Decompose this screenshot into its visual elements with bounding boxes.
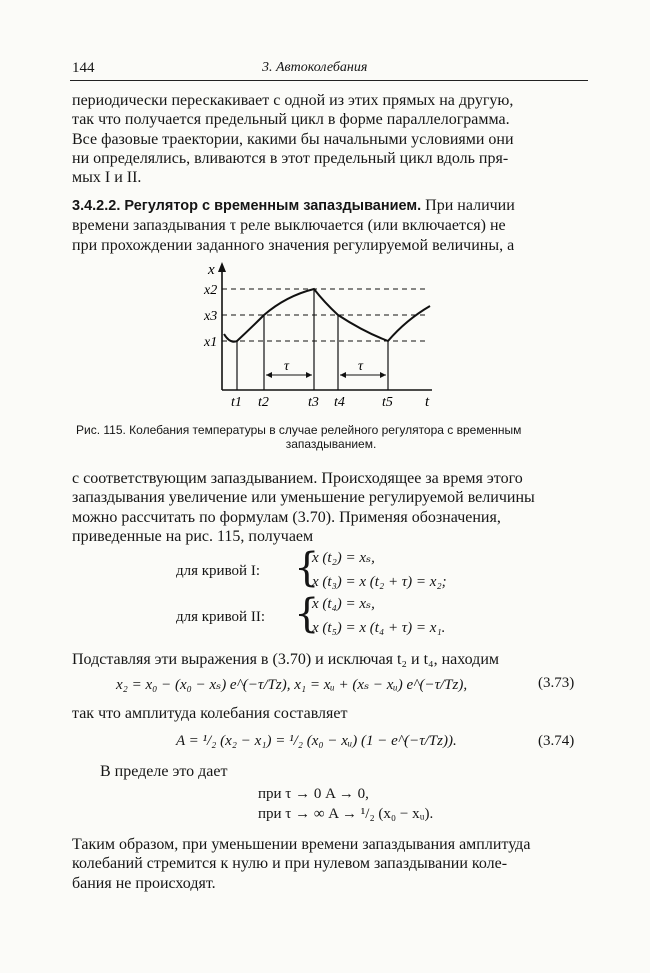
tau-label-2: τ (358, 359, 364, 374)
curve-1-eq-a: x (t₂) = xₛ, (312, 550, 375, 566)
text-line: так что получается предельный цикл в форме параллелограмма. (72, 111, 510, 129)
arrow-head (266, 372, 272, 378)
paragraph-3 (72, 650, 588, 669)
x-tick-t2: t2 (258, 395, 269, 410)
curve-1-label: для кривой I: (176, 563, 261, 579)
y-tick-x1: x1 (204, 335, 218, 350)
x-tick-t3: t3 (308, 395, 319, 410)
x-tick-t1: t1 (231, 395, 242, 410)
text-line: запаздывания увеличение или уменьшение регулируемой величины (72, 489, 535, 507)
text-line: бания не происходят. (72, 874, 216, 892)
curve-2-eq-b: x (t₅) = x (t₄ + τ) = x₁. (312, 620, 446, 636)
brace-2: { (294, 591, 320, 637)
text-line: можно рассчитать по формулам (3.70). Применяя обозначения, (72, 508, 501, 526)
equation-number: (3.73) (538, 675, 575, 691)
text-line: колебаний стремится к нулю и при нулевом запаздывании коле- (72, 855, 508, 873)
text-line: В пределе это дает (100, 763, 228, 780)
y-tick-x2: x2 (204, 283, 218, 298)
arrow-head (380, 372, 386, 378)
curve-2-label: для кривой II: (176, 609, 265, 625)
paragraph-1 (72, 91, 588, 187)
figure-115 (196, 258, 446, 416)
text-line (72, 196, 588, 216)
paragraph-6 (72, 835, 588, 893)
text-line: ни определялись, вливаются в этот предельный цикл вдоль пря- (72, 149, 509, 167)
section-heading: 3.4.2.2. Регулятор с временным запаздыванием. (72, 198, 422, 214)
curve-2-eq-a: x (t₄) = xₛ, (312, 596, 375, 612)
y-axis-arrow (218, 262, 226, 272)
text-line: Таким образом, при уменьшении времени запаздывания амплитуда (72, 836, 531, 853)
text-line: так что амплитуда колебания составляет (72, 705, 348, 722)
limit-line-2: при τ → ∞ A → ¹/₂ (x₀ − xᵤ). (258, 806, 434, 822)
brace-1: { (294, 545, 320, 591)
running-head: 3. Автоколебания (262, 60, 368, 75)
caption-line: запаздыванием. (285, 437, 377, 451)
figure-caption (76, 423, 586, 451)
oscillation-curve (224, 289, 430, 342)
paragraph-2 (72, 469, 588, 546)
text-line: мых I и II. (72, 169, 142, 187)
tau-label-1: τ (284, 359, 290, 374)
paragraph-5 (100, 762, 400, 781)
x-tick-t4: t4 (334, 395, 345, 410)
x-tick-t5: t5 (382, 395, 393, 410)
curve-1-eq-b: x (t₃) = x (t₂ + τ) = x₂; (312, 574, 447, 590)
y-axis-label: x (208, 262, 215, 278)
limit-line-1: при τ → 0 A → 0, (258, 786, 369, 802)
y-tick-x3: x3 (204, 309, 218, 324)
arrow-head (306, 372, 312, 378)
caption-line: Рис. 115. Колебания температуры в случае релейного регулятора с временным (76, 423, 522, 437)
paragraph-4 (72, 704, 588, 723)
text-line: Все фазовые траектории, какими бы начальными условиями они (72, 130, 514, 148)
header-rule (70, 80, 588, 81)
page-number: 144 (72, 60, 95, 76)
text-line: приведенные на рис. 115, получаем (72, 527, 314, 545)
arrow-head (340, 372, 346, 378)
text-line: Подставляя эти выражения в (3.70) и исключая t₂ и t₄, находим (72, 651, 500, 668)
section-paragraph (72, 196, 588, 255)
text-line: времени запаздывания τ реле выключается (или включается) не (72, 217, 506, 235)
equation-3-73: x₂ = x₀ − (x₀ − xₛ) e^(−τ/Tz), x₁ = xᵤ + (xₛ − xᵤ) e^(−τ/Tz), (116, 677, 468, 693)
equation-3-74: A = ¹/₂ (x₂ − x₁) = ¹/₂ (x₀ − xᵤ) (1 − e^(−τ/Tz)). (176, 733, 457, 749)
text-line: периодически перескакивает с одной из этих прямых на другую, (72, 92, 514, 109)
text-line: с соответствующим запаздыванием. Происходящее за время этого (72, 470, 523, 487)
section-heading-rest: При наличии (421, 197, 515, 214)
x-axis-label: t (425, 394, 430, 410)
equation-number: (3.74) (538, 733, 575, 749)
text-line: при прохождении заданного значения регулируемой величины, а (72, 236, 515, 254)
